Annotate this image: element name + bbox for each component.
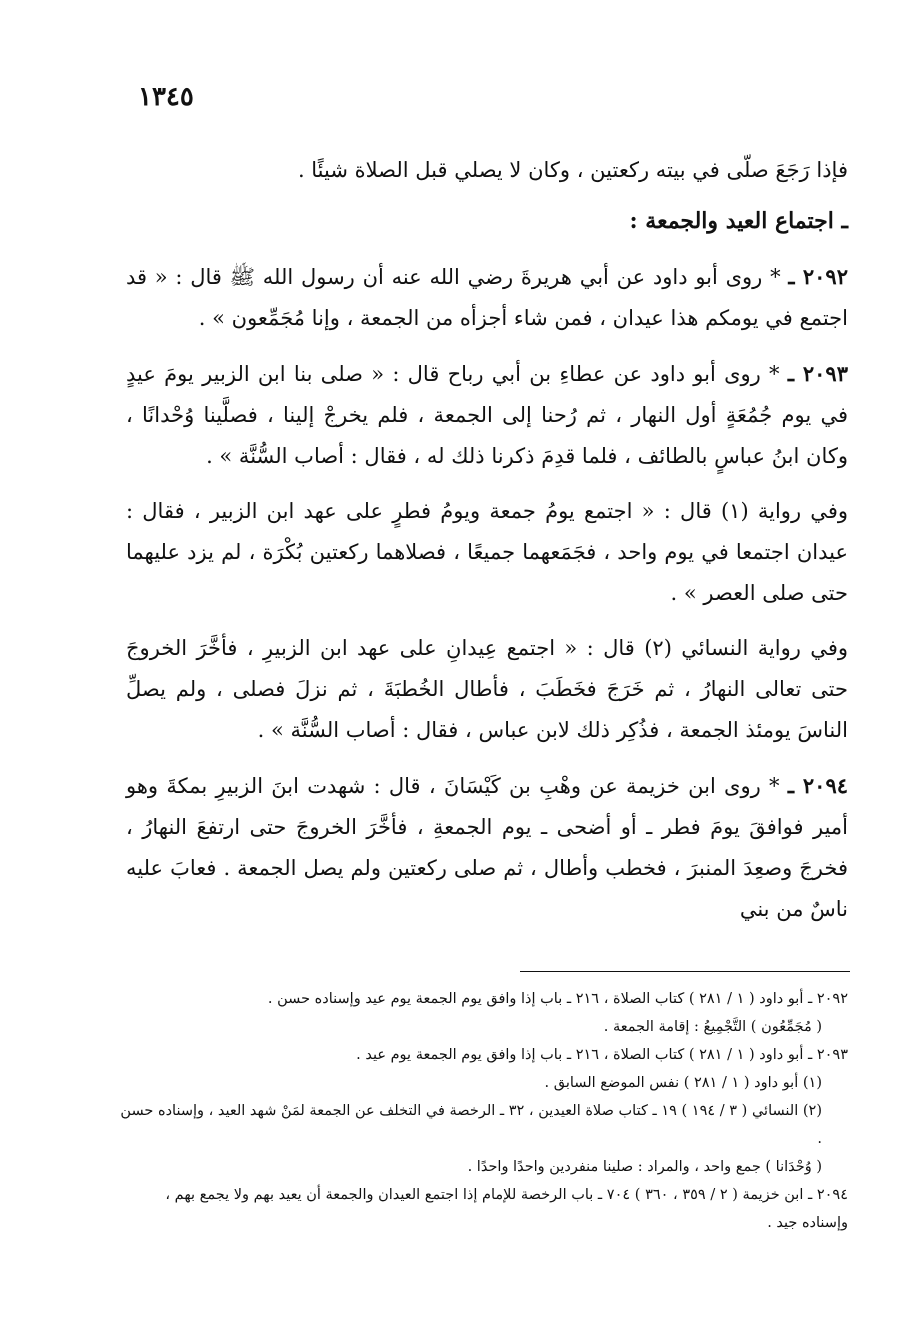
- footnote: ٢٠٩٢ ـ أبو داود ( ١ / ٢٨١ ) كتاب الصلاة ، ٢١٦ ـ باب إذا وافق يوم الجمعة يوم عيد وإسناده حسن .: [267, 991, 848, 1007]
- hadith-text: * روى ابن خزيمة عن وهْبِ بن كَيْسَانَ ، قال : شهدت ابنَ الزبيرِ بمكةَ وهو أمير فوافقَ يومَ فطر ـ أو أضحى ـ يوم الجمعةِ ، فأخَّرَ الخروجَ حتى ارتفعَ النهارُ ، فخرجَ وصعِدَ المنبرَ ، فخطب وأطال ، ثم صلى ركعتين ولم يصل الجمعة . فعابَ عليه ناسٌ من بني: [126, 774, 848, 921]
- footnotes: [120, 985, 848, 1237]
- hadith-2093: [126, 353, 848, 477]
- footnote: ٢٠٩٣ ـ أبو داود ( ١ / ٢٨١ ) كتاب الصلاة ، ٢١٦ ـ باب إذا وافق يوم الجمعة يوم عيد .: [356, 1047, 848, 1063]
- hadith-number: ٢٠٩٢ ـ: [788, 264, 848, 289]
- section-heading: ـ اجتماع العيد والجمعة :: [629, 208, 848, 234]
- hadith-text: * روى أبو داود عن عطاءِ بن أبي رباح قال : « صلى بنا ابن الزبير يومَ عيدٍ في يوم جُمُعَةٍ أول النهار ، ثم رُحنا إلى الجمعة ، فلم يخرجْ إلينا ، فصلَّينا وُحْدانًا ، وكان ابنُ عباسٍ بالطائف ، فلما قدِمَ ذكرنا ذلك له ، فقال : أصاب السُّنَّة » .: [126, 362, 848, 468]
- riwaya-nasai: وفي رواية النسائي (٢) قال : « اجتمع عِيدانِ على عهد ابن الزبيرِ ، فأخَّرَ الخروجَ حتى تعالى النهارُ ، ثم خَرَجَ فخَطَبَ ، فأطال الخُطبَةَ ، ثم نزلَ فصلى ، ولم يصلِّ الناسَ يومئذ الجمعة ، فذُكِر ذلك لابن عباس ، فقال : أصاب السُّنَّة » .: [126, 636, 848, 742]
- hadith-2092: [126, 256, 848, 339]
- hadith-number: ٢٠٩٣ ـ: [787, 361, 848, 386]
- footnote: ( وُحْدَانا ) جمع واحد ، والمراد : صلينا منفردين واحدًا واحدًا .: [467, 1159, 822, 1175]
- paragraph-continuation: فإذا رَجَعَ صلّى في بيته ركعتين ، وكان لا يصلي قبل الصلاة شيئًا .: [297, 158, 848, 182]
- main-text: [126, 150, 848, 944]
- hadith-number: ٢٠٩٤ ـ: [787, 773, 849, 798]
- footnote: (١) أبو داود ( ١ / ٢٨١ ) نفس الموضع السابق .: [544, 1075, 822, 1091]
- footnote: ٢٠٩٤ ـ ابن خزيمة ( ٢ / ٣٥٩ ، ٣٦٠ ) ٧٠٤ ـ باب الرخصة للإمام إذا اجتمع العيدان والجمعة أن يعيد بهم ولا يجمع بهم ، وإسناده جيد .: [165, 1187, 848, 1231]
- hadith-text: * روى أبو داود عن أبي هريرةَ رضي الله عنه أن رسول الله ﷺ قال : « قد اجتمع في يومكم هذا عيدان ، فمن شاء أجزأه من الجمعة ، وإنا مُجَمِّعون » .: [126, 265, 848, 330]
- footnote-separator: [520, 971, 850, 972]
- footnote: ( مُجَمِّعُون ) التَّجْمِيعُ : إقامة الجمعة .: [603, 1019, 822, 1035]
- footnote: (٢) النسائي ( ٣ / ١٩٤ ) ١٩ ـ كتاب صلاة العيدين ، ٣٢ ـ الرخصة في التخلف عن الجمعة لمَنْ شهد العيد ، وإسناده حسن .: [120, 1103, 822, 1147]
- page-number: ١٣٤٥: [138, 82, 194, 112]
- riwaya-1: وفي رواية (١) قال : « اجتمع يومُ جمعة ويومُ فطرٍ على عهد ابن الزبير ، فقال : عيدان اجتمعا في يوم واحد ، فجَمَعهما جميعًا ، فصلاهما ركعتين بُكْرَة ، لم يزد عليهما حتى صلى العصر » .: [126, 499, 848, 605]
- hadith-2094: [126, 765, 848, 930]
